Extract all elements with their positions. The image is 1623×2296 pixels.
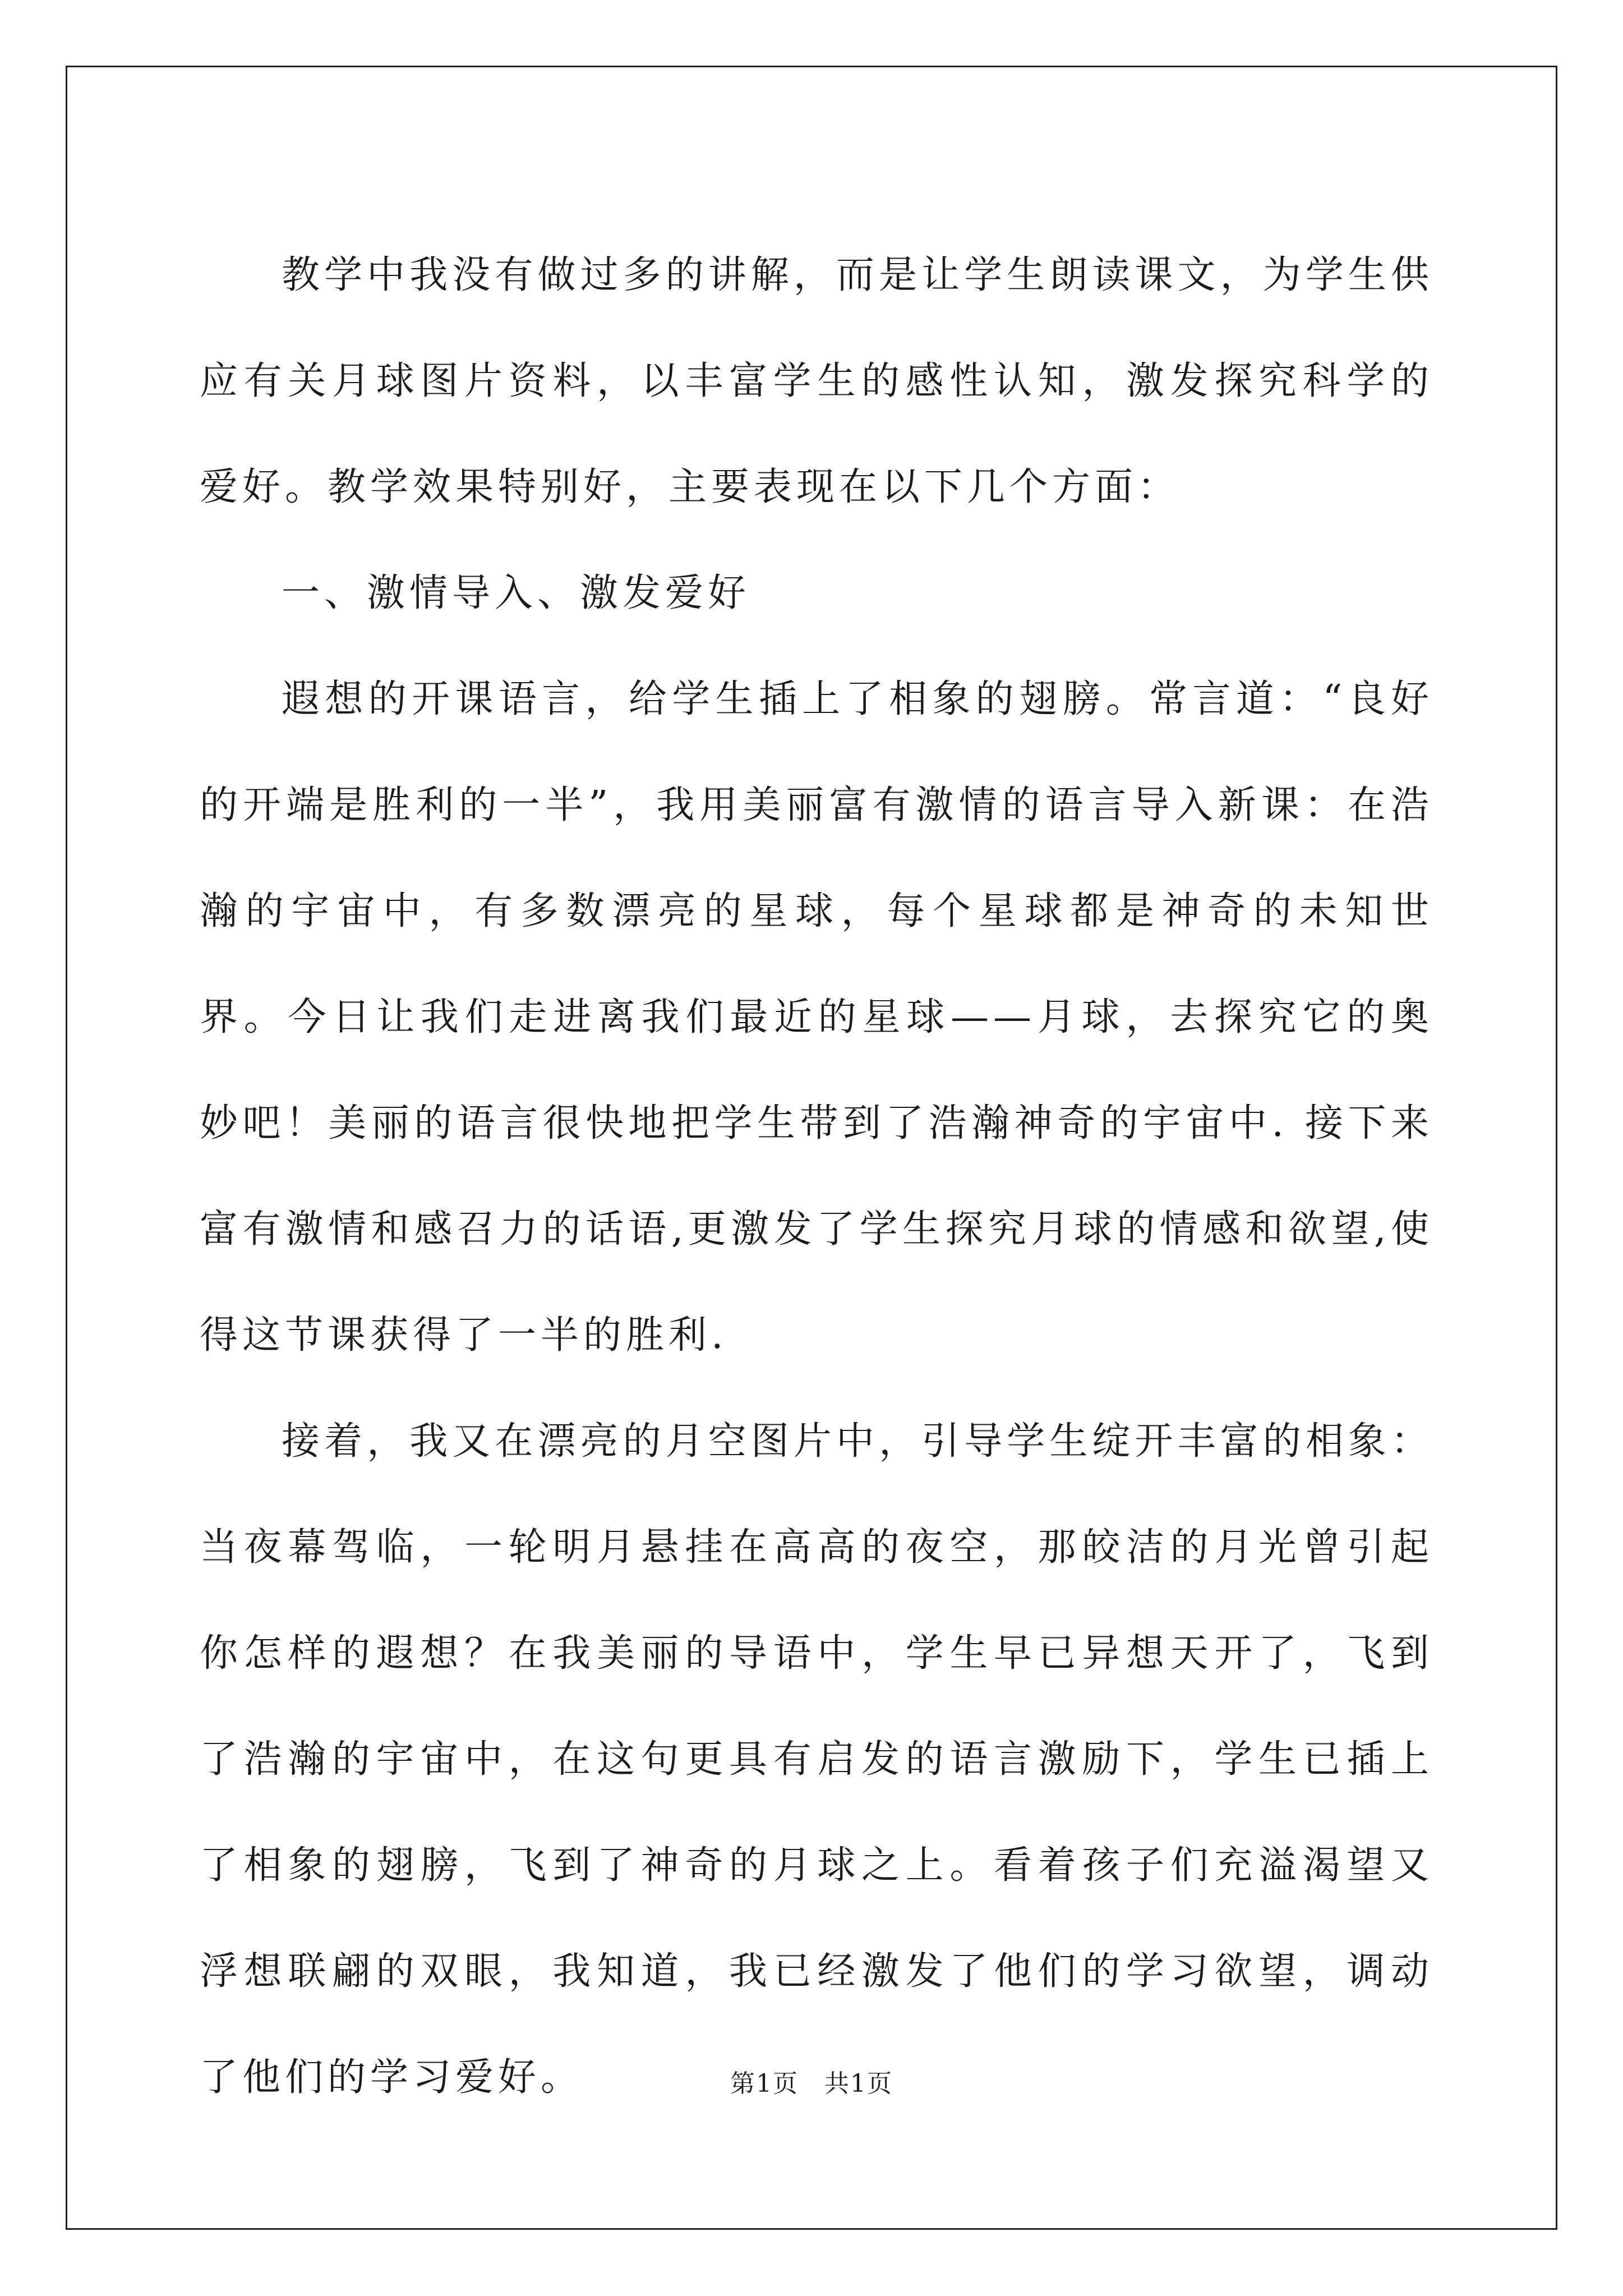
- page-footer: [0, 2063, 1623, 2099]
- paragraph-opening: 遐想的开课语言，给学生插上了相象的翅膀。常言道：“良好的开端是胜利的一半”，我用美丽富有激情的语言导入新课：在浩瀚的宇宙中，有多数漂亮的星球，每个星球都是神奇的未知世界。今日让我们走进离我们最近的星球——月球，去探究它的奥妙吧！美丽的语言很快地把学生带到了浩瀚神奇的宇宙中. 接下来富有激情和感召力的话语,更激发了学生探究月球的情感和欲望,使得这节课获得了一半的胜利.: [200, 677, 1433, 1358]
- section-heading: 一、激情导入、激发爱好: [282, 571, 751, 615]
- document-body: [200, 222, 1433, 2131]
- paragraph-intro: 教学中我没有做过多的讲解，而是让学生朗读课文，为学生供应有关月球图片资料，以丰富学生的感性认知，激发探究科学的爱好。教学效果特别好，主要表现在以下几个方面：: [200, 253, 1433, 509]
- paragraph-imagination: 接着，我又在漂亮的月空图片中，引导学生绽开丰富的相象：当夜幕驾临，一轮明月悬挂在高高的夜空，那皎洁的月光曾引起你怎样的遐想？在我美丽的导语中，学生早已异想天开了，飞到了浩瀚的宇宙中，在这句更具有启发的语言激励下，学生已插上了相象的翅膀，飞到了神奇的月球之上。看着孩子们充溢渴望又浮想联翩的双眼，我知道，我已经激发了他们的学习欲望，调动了他们的学习爱好。: [200, 1419, 1433, 2100]
- page-total: 共1页: [824, 2069, 893, 2098]
- page-number: 第1页: [730, 2069, 799, 2098]
